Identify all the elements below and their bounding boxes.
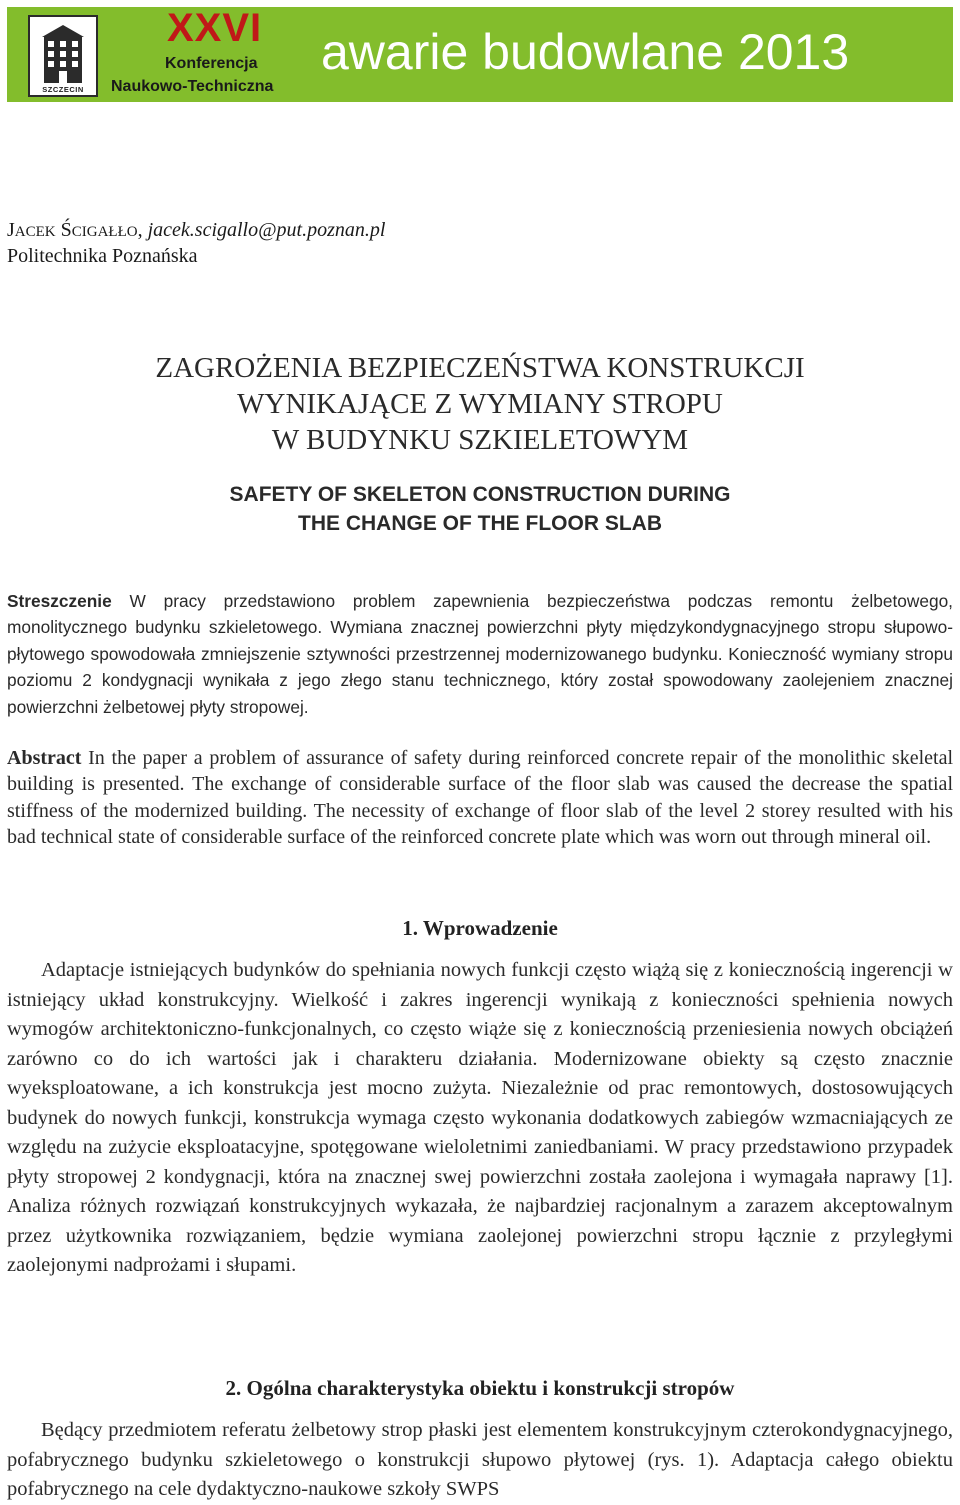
- title-pl-line: WYNIKAJĄCE Z WYMIANY STROPU: [237, 388, 723, 420]
- section-body-introduction: Adaptacje istniejących budynków do spełniania nowych funkcji często wiążą się z koniecznością ingerencji w istniejący układ konstrukcyjny. Wielkość i zakres ingerencji wynikają z konieczności spełnienia nowych wymogów architektoniczno-funkcjonalnych, co często wiąże się z koniecznością przeniesienia nowych obciążeń zarówno co do ich wartości jak i charakteru działania. Modernizowane obiekty są często znacznie wyeksploatowane, a ich konstrukcja jest mocno zużyta. Niezależnie od prac remontowych, dostosowujących budynek do nowych funkcji, konstrukcja wymaga często wykonania dodatkowych zabiegów wzmacniających ze względu na zużycie eksploatacyjne, spotęgowane wieloletnimi zaniedbaniami. W pracy przedstawiono przypadek płyty stropowej 2 kondygnacji, która na znacznej swej powierzchni została zaolejona i wymagała naprawy [1]. Analiza różnych rozwiązań konstrukcyjnych wykazała, że najbardziej racjonalnym a zarazem akceptowalnym przez użytkownika rozwiązaniem, będzie wymiana zaolejonej powierzchni stropu łącznie z przyległymi zaolejonymi nadprożami i słupami.: [7, 959, 953, 1276]
- conference-banner: [7, 7, 953, 102]
- conference-title: awarie budowlane 2013: [321, 24, 850, 80]
- logo-city-label: SZCZECIN: [42, 85, 84, 94]
- author-email[interactable]: jacek.scigallo@put.poznan.pl: [147, 219, 386, 241]
- title-pl-line: ZAGROŻENIA BEZPIECZEŃSTWA KONSTRUKCJI: [155, 352, 805, 384]
- author-line: [7, 217, 385, 245]
- section-body-characteristics: Będący przedmiotem referatu żelbetowy strop płaski jest elementem konstrukcyjnym czterokondygnacyjnego, pofabrycznego budynku szkieletowego o konstrukcji słupowo płytowej (rys. 1). Adaptacja całego obiektu pofabrycznego na cele dydaktyczno-naukowe szkoły SWPS: [7, 1419, 953, 1500]
- title-pl-line: W BUDYNKU SZKIELETOWYM: [271, 424, 689, 456]
- author-name: JACEK ŚCIGAŁŁO: [7, 219, 138, 241]
- abstract-pl-label: Streszczenie: [7, 591, 112, 611]
- abstract-en-text: In the paper a problem of assurance of safety during reinforced concrete repair of the monolithic skeletal building is presented. The exchange of considerable surface of the floor slab was caused the decrease the spatial stiffness of the modernized building. The necessity of exchange of floor slab of the level 2 storey resulted with his bad technical state of considerable surface of the reinforced concrete plate which was worn out through mineral oil.: [7, 747, 953, 849]
- author-affiliation: Politechnika Poznańska: [7, 245, 198, 267]
- conference-number: XXVI: [167, 6, 263, 50]
- section-heading-characteristics: 2. Ogólna charakterystyka obiektu i konstrukcji stropów: [225, 1376, 735, 1400]
- abstract-en-label: Abstract: [7, 747, 82, 769]
- conference-type-label: Naukowo-Techniczna: [111, 78, 274, 95]
- conference-label: Konferencja: [165, 55, 258, 72]
- paper-title-en: [0, 480, 960, 538]
- abstract-en: [7, 745, 953, 851]
- author-separator: ,: [137, 219, 148, 241]
- title-en-line: SAFETY OF SKELETON CONSTRUCTION DURING: [229, 483, 731, 506]
- section-heading-introduction: 1. Wprowadzenie: [402, 916, 558, 940]
- conference-logo: [28, 15, 98, 97]
- abstract-pl-text: W pracy przedstawiono problem zapewnienia bezpieczeństwa podczas remontu żelbetowego, monolitycznego budynku szkieletowego. Wymiana znacznej powierzchni płyty międzykondygnacyjnego stropu słupowo-płytowego spowodowała zmniejszenie sztywności przestrzennej modernizowanego budynku. Konieczność wymiany stropu poziomu 2 kondygnacji wynikała z jego złego stanu technicznego, który został spowodowany zaolejeniem znacznej powierzchni żelbetowej płyty stropowej.: [7, 591, 953, 717]
- title-en-line: THE CHANGE OF THE FLOOR SLAB: [298, 512, 662, 535]
- building-icon: [38, 23, 88, 85]
- abstract-pl: [7, 588, 953, 720]
- paper-title-pl: [0, 350, 960, 458]
